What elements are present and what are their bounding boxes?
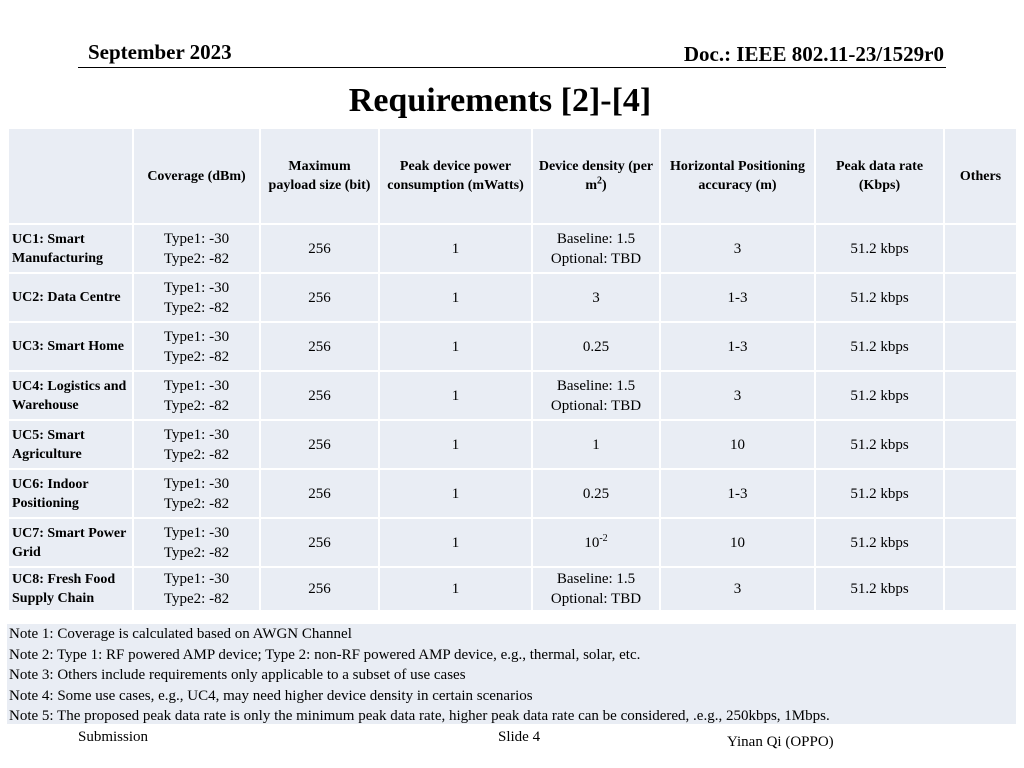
cell-others <box>944 518 1017 567</box>
note-2: Note 2: Type 1: RF powered AMP device; Type 2: non-RF powered AMP device, e.g., thermal, solar, etc. <box>9 646 641 663</box>
density-value: Baseline: 1.5 <box>556 230 636 247</box>
cell-density <box>532 469 660 518</box>
cell-density <box>532 224 660 273</box>
requirements-table <box>7 127 1018 612</box>
cell-coverage <box>133 371 260 420</box>
coverage-type2: Type2: -82 <box>163 446 230 463</box>
cell-rate: 51.2 kbps <box>815 224 944 273</box>
density-value: Baseline: 1.5 <box>556 377 636 394</box>
cell-accuracy: 3 <box>660 224 815 273</box>
cell-density <box>532 518 660 567</box>
cell-power: 1 <box>379 371 532 420</box>
cell-usecase: UC7: Smart Power Grid <box>8 518 133 567</box>
cell-usecase: UC6: Indoor Positioning <box>8 469 133 518</box>
col-header-accuracy: Horizontal Positioning accuracy (m) <box>660 128 815 224</box>
note-5: Note 5: The proposed peak data rate is only the minimum peak data rate, higher peak data rate can be considered, .e.g., 250kbps, 1Mbps. <box>9 708 830 724</box>
header-doc-id: Doc.: IEEE 802.11-23/1529r0 <box>683 42 944 66</box>
cell-others <box>944 371 1017 420</box>
table-row <box>8 469 1017 518</box>
cell-usecase: UC2: Data Centre <box>8 273 133 322</box>
coverage-type2: Type2: -82 <box>163 495 230 512</box>
coverage-type1: Type1: -30 <box>163 328 230 345</box>
coverage-type1: Type1: -30 <box>163 475 230 492</box>
table-header-row <box>8 128 1017 224</box>
cell-density <box>532 322 660 371</box>
col-header-usecase <box>8 128 133 224</box>
header-divider <box>78 67 946 68</box>
coverage-type2: Type2: -82 <box>163 299 230 316</box>
cell-power: 1 <box>379 224 532 273</box>
density-value: 1 <box>592 436 600 453</box>
cell-rate: 51.2 kbps <box>815 273 944 322</box>
coverage-type2: Type2: -82 <box>163 348 230 365</box>
coverage-type1: Type1: -30 <box>163 524 230 541</box>
cell-others <box>944 224 1017 273</box>
cell-power: 1 <box>379 567 532 611</box>
cell-rate: 51.2 kbps <box>815 371 944 420</box>
coverage-type2: Type2: -82 <box>163 591 230 607</box>
density-value: $10^{-2}$ <box>584 532 608 551</box>
cell-others <box>944 567 1017 611</box>
density-optional: Optional: TBD <box>550 397 642 414</box>
col-header-payload: Maximum payload size (bit) <box>260 128 379 224</box>
cell-payload: 256 <box>260 371 379 420</box>
col-header-power: Peak device power consumption (mWatts) <box>379 128 532 224</box>
coverage-type2: Type2: -82 <box>163 397 230 414</box>
cell-usecase: UC1: Smart Manufacturing <box>8 224 133 273</box>
cell-payload: 256 <box>260 322 379 371</box>
cell-accuracy: 3 <box>660 371 815 420</box>
cell-usecase: UC4: Logistics and Warehouse <box>8 371 133 420</box>
cell-payload: 256 <box>260 518 379 567</box>
cell-rate: 51.2 kbps <box>815 322 944 371</box>
cell-usecase: UC5: Smart Agriculture <box>8 420 133 469</box>
coverage-type1: Type1: -30 <box>163 279 230 296</box>
coverage-type2: Type2: -82 <box>163 250 230 267</box>
cell-others <box>944 420 1017 469</box>
cell-coverage <box>133 469 260 518</box>
table-row <box>8 420 1017 469</box>
density-value: Baseline: 1.5 <box>556 571 636 587</box>
cell-coverage <box>133 273 260 322</box>
cell-accuracy: 1-3 <box>660 273 815 322</box>
coverage-type2: Type2: -82 <box>163 544 230 561</box>
cell-density <box>532 420 660 469</box>
cell-power: 1 <box>379 469 532 518</box>
col-header-coverage: Coverage (dBm) <box>133 128 260 224</box>
cell-payload: 256 <box>260 469 379 518</box>
cell-coverage <box>133 322 260 371</box>
cell-density <box>532 567 660 611</box>
cell-coverage <box>133 518 260 567</box>
cell-accuracy: 3 <box>660 567 815 611</box>
cell-payload: 256 <box>260 273 379 322</box>
density-optional: Optional: TBD <box>550 250 642 267</box>
cell-coverage <box>133 567 260 611</box>
footer-slide-number: Slide 4 <box>498 729 541 745</box>
cell-accuracy: 10 <box>660 518 815 567</box>
cell-power: 1 <box>379 322 532 371</box>
cell-rate: 51.2 kbps <box>815 567 944 611</box>
density-value: 0.25 <box>582 485 610 502</box>
cell-payload: 256 <box>260 567 379 611</box>
cell-payload: 256 <box>260 224 379 273</box>
cell-accuracy: 10 <box>660 420 815 469</box>
col-header-others: Others <box>944 128 1017 224</box>
cell-rate: 51.2 kbps <box>815 518 944 567</box>
notes-box <box>7 624 1016 724</box>
table-row <box>8 371 1017 420</box>
cell-accuracy: 1-3 <box>660 469 815 518</box>
cell-power: 1 <box>379 273 532 322</box>
table-row <box>8 567 1017 611</box>
cell-density <box>532 273 660 322</box>
cell-usecase: UC8: Fresh Food Supply Chain <box>8 567 133 611</box>
table-row <box>8 273 1017 322</box>
slide-title: Requirements [2]-[4] <box>348 82 652 119</box>
cell-others <box>944 273 1017 322</box>
coverage-type1: Type1: -30 <box>163 426 230 443</box>
cell-power: 1 <box>379 518 532 567</box>
note-1: Note 1: Coverage is calculated based on AWGN Channel <box>9 626 352 642</box>
col-header-rate: Peak data rate (Kbps) <box>815 128 944 224</box>
footer-author: Yinan Qi (OPPO) <box>727 734 834 750</box>
cell-others <box>944 469 1017 518</box>
cell-rate: 51.2 kbps <box>815 469 944 518</box>
header-date: September 2023 <box>88 40 232 64</box>
table-row <box>8 224 1017 273</box>
coverage-type1: Type1: -30 <box>163 571 230 587</box>
density-optional: Optional: TBD <box>550 591 642 607</box>
table-row <box>8 518 1017 567</box>
note-4: Note 4: Some use cases, e.g., UC4, may need higher device density in certain scenarios <box>9 687 533 704</box>
cell-others <box>944 322 1017 371</box>
density-value: 0.25 <box>582 338 610 355</box>
cell-coverage <box>133 420 260 469</box>
cell-power: 1 <box>379 420 532 469</box>
footer-submission: Submission <box>78 729 149 745</box>
cell-payload: 256 <box>260 420 379 469</box>
cell-coverage <box>133 224 260 273</box>
table-row <box>8 322 1017 371</box>
cell-usecase: UC3: Smart Home <box>8 322 133 371</box>
col-header-density: Device density (per $m^2$) <box>532 128 660 224</box>
coverage-type1: Type1: -30 <box>163 230 230 247</box>
cell-rate: 51.2 kbps <box>815 420 944 469</box>
density-value: 3 <box>592 289 600 306</box>
coverage-type1: Type1: -30 <box>163 377 230 394</box>
note-3: Note 3: Others include requirements only applicable to a subset of use cases <box>9 667 466 683</box>
cell-density <box>532 371 660 420</box>
cell-accuracy: 1-3 <box>660 322 815 371</box>
